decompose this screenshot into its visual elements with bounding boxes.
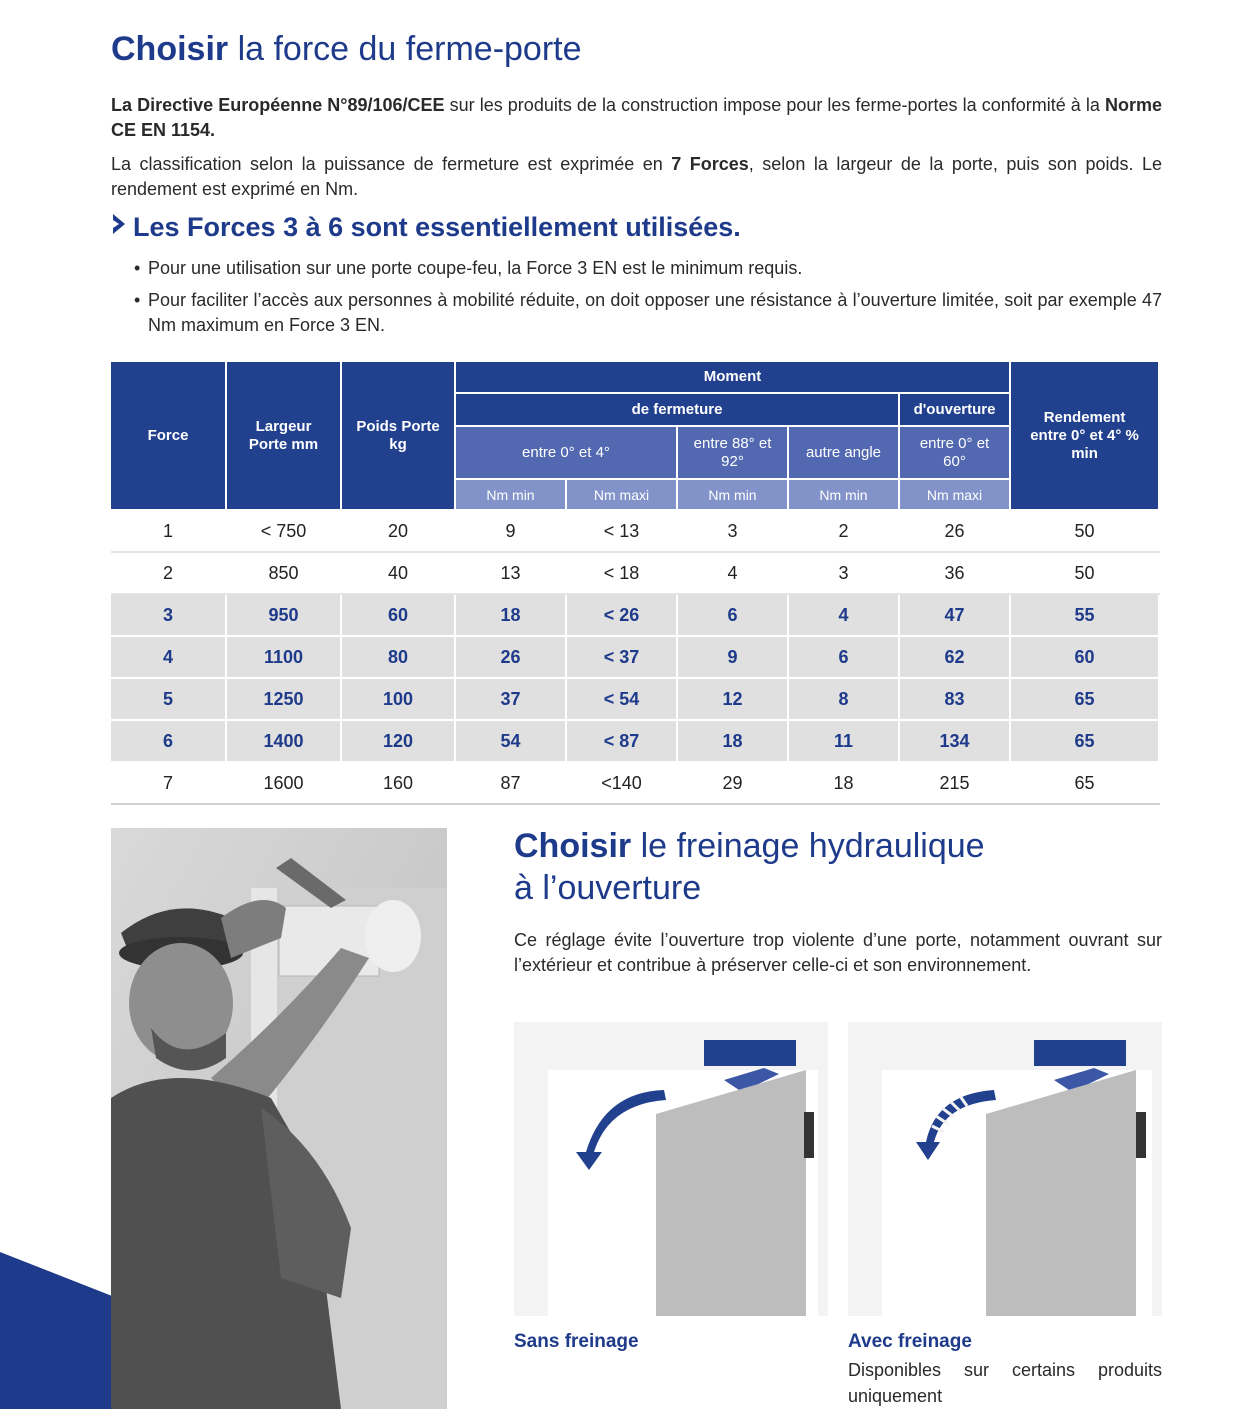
- cell: 26: [455, 636, 566, 678]
- cell: 83: [899, 678, 1010, 720]
- cell: 1250: [226, 678, 341, 720]
- cell: 160: [341, 762, 455, 804]
- cell: < 87: [566, 720, 677, 762]
- caption-avec-freinage: Avec freinage: [848, 1331, 972, 1352]
- table-row-highlighted: [111, 678, 1159, 720]
- header-largeur: Largeur Porte mm: [226, 362, 341, 510]
- unit-nm-min: Nm min: [788, 479, 899, 510]
- section2-paragraph: Ce réglage évite l’ouverture trop violente d’une porte, notamment ouvrant sur l’extérieur et contribue à préserver celle-ci et son environnement.: [514, 930, 1162, 975]
- cell: 215: [899, 762, 1010, 804]
- section2-title: Choisir le freinage hydraulique à l’ouverture: [514, 827, 985, 907]
- forces-subtitle: Les Forces 3 à 6 sont essentiellement utilisées.: [111, 212, 741, 243]
- cell: 2: [788, 510, 899, 552]
- cell: 850: [226, 552, 341, 594]
- cell: 65: [1010, 762, 1159, 804]
- cell: 5: [111, 678, 226, 720]
- unit-nm-maxi: Nm maxi: [566, 479, 677, 510]
- header-range-other: autre angle: [788, 426, 899, 479]
- cell: < 26: [566, 594, 677, 636]
- header-poids: Poids Porte kg: [341, 362, 455, 510]
- table-row-highlighted: [111, 594, 1159, 636]
- table-row: [111, 552, 1159, 594]
- caption-sans-freinage: Sans freinage: [514, 1331, 639, 1352]
- cell: 13: [455, 552, 566, 594]
- cell: 60: [1010, 636, 1159, 678]
- cell: 18: [677, 720, 788, 762]
- door-closer-icon: [704, 1040, 796, 1066]
- diagram-sans-freinage: [514, 1022, 828, 1316]
- unit-nm-min: Nm min: [677, 479, 788, 510]
- cell: 3: [677, 510, 788, 552]
- cell: 1400: [226, 720, 341, 762]
- header-range-88-92: entre 88° et 92°: [677, 426, 788, 479]
- cell: 47: [899, 594, 1010, 636]
- page-title: Choisir la force du ferme-porte: [111, 30, 582, 68]
- cell: 50: [1010, 552, 1159, 594]
- cell: 2: [111, 552, 226, 594]
- cell: 54: [455, 720, 566, 762]
- cell: 6: [788, 636, 899, 678]
- diagram-avec-freinage: [848, 1022, 1162, 1316]
- cell: 18: [455, 594, 566, 636]
- cell: < 13: [566, 510, 677, 552]
- header-ouverture: d'ouverture: [899, 393, 1010, 426]
- cell: 3: [788, 552, 899, 594]
- cell: 1600: [226, 762, 341, 804]
- header-moment: Moment: [455, 362, 1010, 393]
- cell: 9: [455, 510, 566, 552]
- cell: < 37: [566, 636, 677, 678]
- cell: 36: [899, 552, 1010, 594]
- intro-paragraph-classification: La classification selon la puissance de fermeture est exprimée en 7 Forces, selon la largeur de la porte, puis son poids. Le rendement est exprimé en Nm.: [111, 154, 1162, 199]
- table-row: [111, 762, 1159, 804]
- cell: 9: [677, 636, 788, 678]
- header-range-0-4: entre 0° et 4°: [455, 426, 677, 479]
- unit-nm-min: Nm min: [455, 479, 566, 510]
- table-row-highlighted: [111, 636, 1159, 678]
- cell: 80: [341, 636, 455, 678]
- cell: 6: [111, 720, 226, 762]
- caption-note: Disponibles sur certains produits uniquement: [848, 1360, 1162, 1406]
- cell: 120: [341, 720, 455, 762]
- cell: 1: [111, 510, 226, 552]
- cell: 62: [899, 636, 1010, 678]
- cell: 60: [341, 594, 455, 636]
- header-fermeture: de fermeture: [455, 393, 899, 426]
- cell: 6: [677, 594, 788, 636]
- intro-paragraph-directive: La Directive Européenne N°89/106/CEE sur les produits de la construction impose pour les ferme-portes la conformité à la Norme CE EN 1154.: [111, 95, 1162, 140]
- header-force: Force: [111, 362, 226, 510]
- chevron-right-icon: [111, 212, 133, 243]
- table-row: [111, 510, 1159, 552]
- bullet-item: • Pour une utilisation sur une porte coupe-feu, la Force 3 EN est le minimum requis.: [134, 258, 803, 278]
- cell: 20: [341, 510, 455, 552]
- cell: 65: [1010, 678, 1159, 720]
- cell: 29: [677, 762, 788, 804]
- header-rendement: Rendement entre 0° et 4° % min: [1010, 362, 1159, 510]
- cell: 87: [455, 762, 566, 804]
- cell: < 18: [566, 552, 677, 594]
- unit-nm-maxi: Nm maxi: [899, 479, 1010, 510]
- forces-table: [111, 362, 1160, 805]
- cell: 134: [899, 720, 1010, 762]
- cell: 65: [1010, 720, 1159, 762]
- cell: < 54: [566, 678, 677, 720]
- cell: 950: [226, 594, 341, 636]
- header-range-0-60: entre 0° et 60°: [899, 426, 1010, 479]
- cell: 4: [677, 552, 788, 594]
- cell: 7: [111, 762, 226, 804]
- door-closer-icon: [1034, 1040, 1126, 1066]
- cell: 50: [1010, 510, 1159, 552]
- cell: 3: [111, 594, 226, 636]
- cell: 4: [788, 594, 899, 636]
- cell: 12: [677, 678, 788, 720]
- cell: 18: [788, 762, 899, 804]
- cell: 37: [455, 678, 566, 720]
- cell: 100: [341, 678, 455, 720]
- table-row-highlighted: [111, 720, 1159, 762]
- bullet-item: • Pour faciliter l’accès aux personnes à mobilité réduite, on doit opposer une résistance à l’ouverture limitée, soit par exemple 47 Nm maximum en Force 3 EN.: [134, 290, 1162, 335]
- cell: 55: [1010, 594, 1159, 636]
- cell: 4: [111, 636, 226, 678]
- cell: 1100: [226, 636, 341, 678]
- installer-photo: [111, 828, 447, 1409]
- cell: 26: [899, 510, 1010, 552]
- cell: 11: [788, 720, 899, 762]
- cell: 8: [788, 678, 899, 720]
- cell: 40: [341, 552, 455, 594]
- cell: <140: [566, 762, 677, 804]
- cell: < 750: [226, 510, 341, 552]
